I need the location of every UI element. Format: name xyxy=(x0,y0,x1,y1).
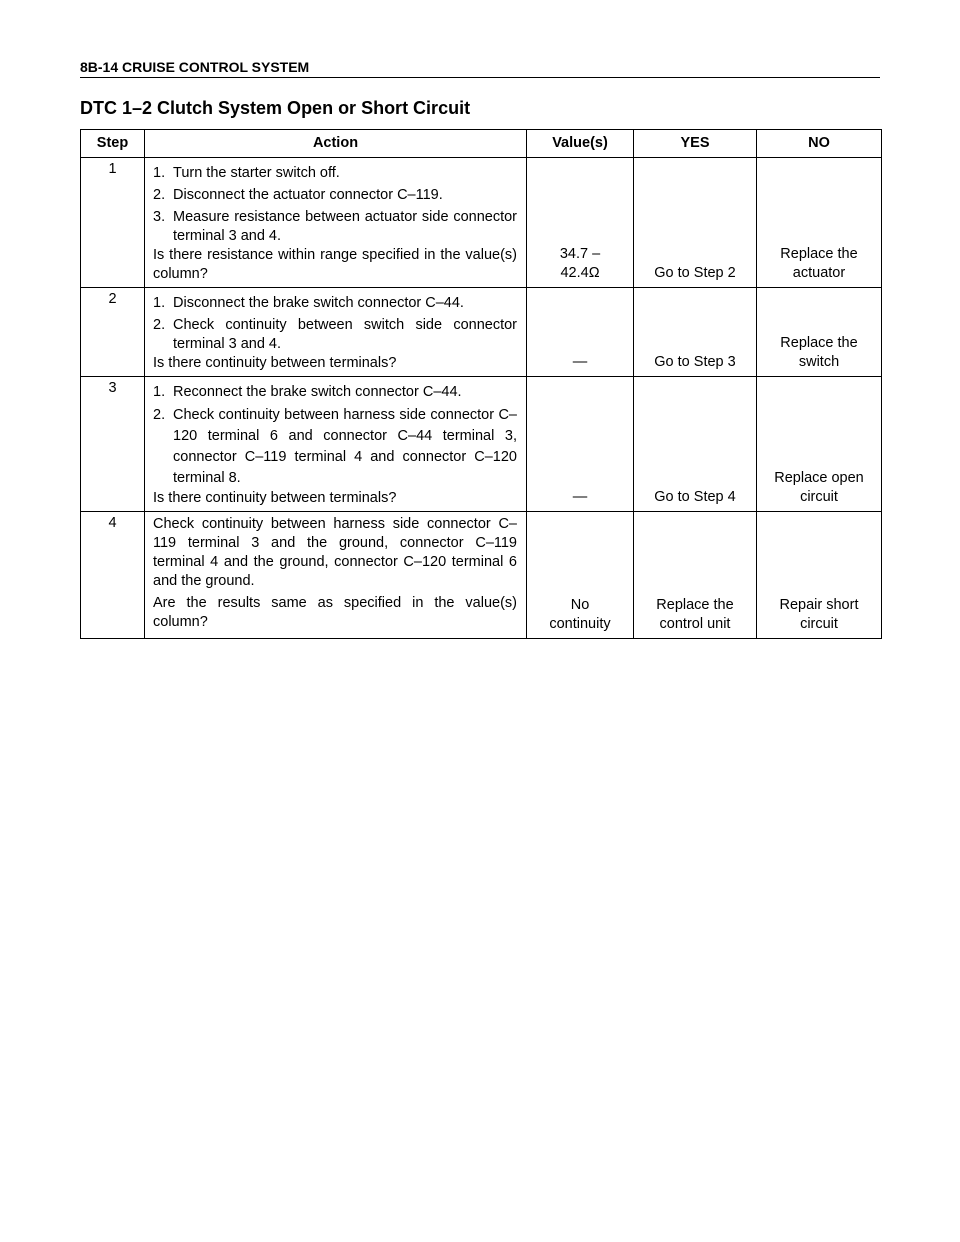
table-row xyxy=(81,158,882,288)
value-cell: 34.7 – 42.4Ω xyxy=(527,158,634,288)
action-question: Are the results same as specified in the value(s) column? xyxy=(153,595,517,630)
column-header-step: Step xyxy=(81,130,145,158)
action-item: 1. Turn the starter switch off. xyxy=(153,165,340,181)
action-item: 1. Reconnect the brake switch connector C–44. xyxy=(153,384,462,400)
column-header-values: Value(s) xyxy=(527,130,634,158)
action-cell xyxy=(145,512,527,639)
action-item: 1. Disconnect the brake switch connector C–44. xyxy=(153,295,464,311)
value-cell: — xyxy=(527,377,634,512)
action-question: Is there continuity between terminals? xyxy=(153,355,397,371)
no-cell: Replace the actuator xyxy=(757,158,882,288)
no-cell: Replace open circuit xyxy=(757,377,882,512)
yes-cell: Go to Step 3 xyxy=(634,288,757,377)
action-paragraph: Check continuity between harness side connector C–119 terminal 3 and the ground, connector C–119 terminal 4 and the ground, connector C–120 terminal 6 and the ground. xyxy=(153,516,517,589)
table-row xyxy=(81,377,882,512)
step-number: 1 xyxy=(81,158,145,288)
column-header-no: NO xyxy=(757,130,882,158)
action-cell xyxy=(145,288,527,377)
action-item: 3. Measure resistance between actuator side connector terminal 3 and 4. xyxy=(153,209,517,244)
column-header-yes: YES xyxy=(634,130,757,158)
step-number: 2 xyxy=(81,288,145,377)
step-number: 3 xyxy=(81,377,145,512)
diagnostic-table xyxy=(80,129,882,639)
page-header: 8B-14 CRUISE CONTROL SYSTEM xyxy=(80,58,880,78)
action-cell xyxy=(145,158,527,288)
no-cell: Repair short circuit xyxy=(757,512,882,639)
step-number: 4 xyxy=(81,512,145,639)
table-header-row xyxy=(81,130,882,158)
value-cell: No continuity xyxy=(527,512,634,639)
page-title: DTC 1–2 Clutch System Open or Short Circuit xyxy=(80,98,471,118)
table-row xyxy=(81,288,882,377)
action-item: 2. Check continuity between switch side connector terminal 3 and 4. xyxy=(153,317,517,352)
action-item: 2. Disconnect the actuator connector C–119. xyxy=(153,187,443,203)
action-question: Is there resistance within range specified in the value(s) column? xyxy=(153,247,517,282)
action-question: Is there continuity between terminals? xyxy=(153,490,397,506)
table-row xyxy=(81,512,882,639)
yes-cell: Replace the control unit xyxy=(634,512,757,639)
action-cell xyxy=(145,377,527,512)
no-cell: Replace the switch xyxy=(757,288,882,377)
yes-cell: Go to Step 4 xyxy=(634,377,757,512)
column-header-action: Action xyxy=(145,130,527,158)
action-item: 2. Check continuity between harness side connector C–120 terminal 6 and connector C–44 terminal 3, connector C–119 terminal 4 and connector C–120 terminal 8. xyxy=(153,407,517,486)
yes-cell: Go to Step 2 xyxy=(634,158,757,288)
value-cell: — xyxy=(527,288,634,377)
